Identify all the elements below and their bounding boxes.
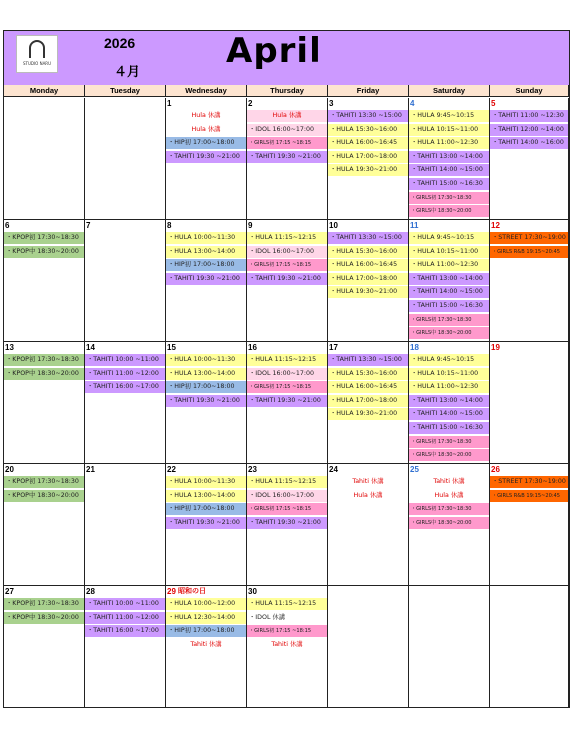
class-entry[interactable]: ・KPOP中 18:30~20:00 bbox=[4, 612, 84, 624]
class-entry[interactable]: ・TAHITI 19:30 ~21:00 bbox=[247, 273, 327, 285]
day-cell[interactable] bbox=[409, 586, 490, 708]
class-entry[interactable]: ・HIP初 17:00~18:00 bbox=[166, 503, 246, 515]
class-entry[interactable]: ・TAHITI 13:00 ~14:00 bbox=[409, 273, 489, 285]
day-number: 3 bbox=[329, 99, 334, 108]
day-cell[interactable] bbox=[247, 464, 328, 586]
day-number: 28 bbox=[86, 587, 95, 596]
class-entry[interactable]: ・TAHITI 14:00 ~15:00 bbox=[409, 164, 489, 176]
day-cell[interactable] bbox=[409, 98, 490, 220]
day-number: 4 bbox=[410, 99, 415, 108]
class-entry[interactable]: ・TAHITI 19:30 ~21:00 bbox=[247, 151, 327, 163]
class-entry[interactable]: ・TAHITI 11:00 ~12:00 bbox=[85, 612, 165, 624]
class-entry[interactable]: Tahiti 休講 bbox=[409, 476, 489, 488]
studio-logo bbox=[16, 35, 58, 73]
day-number: 29 bbox=[167, 587, 176, 596]
day-cell[interactable] bbox=[85, 464, 166, 586]
day-number: 13 bbox=[5, 343, 14, 352]
holiday-label: 昭和の日 bbox=[178, 587, 206, 595]
day-cell[interactable] bbox=[247, 98, 328, 220]
day-cell[interactable] bbox=[166, 342, 247, 464]
year-label: 2026 bbox=[104, 35, 136, 51]
class-entry[interactable]: ・GIRLS初 17:15 ~18:15 bbox=[247, 259, 327, 271]
day-cell[interactable] bbox=[4, 98, 85, 220]
class-entry[interactable]: ・GIRLS初 17:15 ~18:15 bbox=[247, 503, 327, 515]
day-number: 10 bbox=[329, 221, 338, 230]
class-entry[interactable]: ・IDOL 16:00~17:00 bbox=[247, 368, 327, 380]
logo-text: STUDIO NARU bbox=[22, 61, 52, 66]
class-entry[interactable]: ・HULA 10:15~11:00 bbox=[409, 246, 489, 258]
class-entry[interactable]: ・HULA 9:45~10:15 bbox=[409, 110, 489, 122]
class-entry[interactable]: ・KPOP初 17:30~18:30 bbox=[4, 476, 84, 488]
class-entry[interactable]: ・HULA 13:00~14:00 bbox=[166, 490, 246, 502]
class-entry[interactable]: ・GIRLS初 17:15 ~18:15 bbox=[247, 137, 327, 149]
day-cell[interactable] bbox=[85, 220, 166, 342]
day-number: 16 bbox=[248, 343, 257, 352]
class-entry[interactable]: ・GIRLS中 18:30~20:00 bbox=[409, 517, 489, 529]
day-cell[interactable] bbox=[85, 98, 166, 220]
class-entry[interactable]: ・HULA 16:00~16:45 bbox=[328, 259, 408, 271]
class-entry[interactable]: ・HIP初 17:00~18:00 bbox=[166, 625, 246, 637]
class-entry[interactable]: ・HIP初 17:00~18:00 bbox=[166, 381, 246, 393]
class-entry[interactable]: ・GIRLS初 17:30~18:30 bbox=[409, 314, 489, 326]
day-cell[interactable] bbox=[328, 98, 409, 220]
class-entry[interactable]: Tahiti 休講 bbox=[328, 476, 408, 488]
class-entry[interactable]: ・HULA 16:00~16:45 bbox=[328, 381, 408, 393]
class-entry[interactable]: ・HULA 10:00~11:30 bbox=[166, 232, 246, 244]
class-entry[interactable]: ・GIRLS初 17:30~18:30 bbox=[409, 436, 489, 448]
class-entry[interactable]: ・HULA 11:00~12:30 bbox=[409, 381, 489, 393]
day-number: 1 bbox=[167, 99, 172, 108]
class-entry[interactable]: ・KPOP初 17:30~18:30 bbox=[4, 232, 84, 244]
class-entry[interactable]: ・IDOL 16:00~17:00 bbox=[247, 124, 327, 136]
class-entry[interactable]: ・HULA 17:00~18:00 bbox=[328, 395, 408, 407]
weekday-header-row bbox=[4, 85, 569, 97]
day-cell[interactable] bbox=[166, 98, 247, 220]
class-entry[interactable]: ・TAHITI 13:30 ~15:00 bbox=[328, 232, 408, 244]
class-entry[interactable]: ・GIRLS中 18:30~20:00 bbox=[409, 327, 489, 339]
class-entry[interactable]: ・KPOP中 18:30~20:00 bbox=[4, 368, 84, 380]
day-number: 2 bbox=[248, 99, 253, 108]
class-entry[interactable]: ・HULA 9:45~10:15 bbox=[409, 354, 489, 366]
day-number: 21 bbox=[86, 465, 95, 474]
day-cell[interactable] bbox=[490, 220, 569, 342]
day-cell[interactable] bbox=[247, 220, 328, 342]
class-entry[interactable]: ・HULA 17:00~18:00 bbox=[328, 151, 408, 163]
day-cell[interactable] bbox=[490, 98, 569, 220]
class-entry[interactable]: ・IDOL 休講 bbox=[247, 612, 327, 624]
day-number: 12 bbox=[491, 221, 500, 230]
class-entry[interactable]: ・HULA 10:15~11:00 bbox=[409, 368, 489, 380]
day-cell[interactable] bbox=[409, 220, 490, 342]
class-entry[interactable]: ・HULA 13:00~14:00 bbox=[166, 368, 246, 380]
weekday-sunday: Sunday bbox=[490, 85, 569, 97]
day-number: 25 bbox=[410, 465, 419, 474]
class-entry[interactable]: ・TAHITI 19:30 ~21:00 bbox=[166, 517, 246, 529]
day-cell[interactable] bbox=[4, 342, 85, 464]
day-cell[interactable] bbox=[85, 342, 166, 464]
class-entry[interactable]: ・TAHITI 16:00 ~17:00 bbox=[85, 381, 165, 393]
class-entry[interactable]: ・TAHITI 19:30 ~21:00 bbox=[166, 395, 246, 407]
class-entry[interactable]: ・GIRLS初 17:15 ~18:15 bbox=[247, 625, 327, 637]
month-jp-label: ４月 bbox=[114, 65, 141, 80]
class-entry[interactable]: Hula 休講 bbox=[247, 110, 327, 122]
day-cell[interactable] bbox=[490, 342, 569, 464]
class-entry[interactable]: ・TAHITI 11:00 ~12:30 bbox=[490, 110, 568, 122]
class-entry[interactable]: Hula 休講 bbox=[166, 124, 246, 136]
class-entry[interactable]: ・TAHITI 16:00 ~17:00 bbox=[85, 625, 165, 637]
class-entry[interactable]: ・TAHITI 19:30 ~21:00 bbox=[166, 151, 246, 163]
class-entry[interactable]: ・HULA 13:00~14:00 bbox=[166, 246, 246, 258]
class-entry[interactable]: ・HULA 16:00~16:45 bbox=[328, 137, 408, 149]
class-entry[interactable]: ・TAHITI 15:00 ~16:30 bbox=[409, 300, 489, 312]
day-number: 22 bbox=[167, 465, 176, 474]
class-entry[interactable]: ・IDOL 16:00~17:00 bbox=[247, 490, 327, 502]
class-entry[interactable]: ・HULA 19:30~21:00 bbox=[328, 286, 408, 298]
class-entry[interactable]: ・TAHITI 19:30 ~21:00 bbox=[166, 273, 246, 285]
class-entry[interactable]: ・HULA 11:15~12:15 bbox=[247, 232, 327, 244]
class-entry[interactable]: ・KPOP中 18:30~20:00 bbox=[4, 246, 84, 258]
day-cell[interactable] bbox=[4, 464, 85, 586]
class-entry[interactable]: ・HULA 19:30~21:00 bbox=[328, 408, 408, 420]
day-cell[interactable] bbox=[328, 586, 409, 708]
day-number: 23 bbox=[248, 465, 257, 474]
month-title: April bbox=[226, 31, 322, 71]
class-entry[interactable]: ・TAHITI 13:30 ~15:00 bbox=[328, 110, 408, 122]
class-entry[interactable]: ・TAHITI 10:00 ~11:00 bbox=[85, 598, 165, 610]
class-entry[interactable]: ・GIRLS中 18:30~20:00 bbox=[409, 205, 489, 217]
class-entry[interactable]: ・TAHITI 14:00 ~16:00 bbox=[490, 137, 568, 149]
day-number: 5 bbox=[491, 99, 496, 108]
day-number: 14 bbox=[86, 343, 95, 352]
day-cell[interactable] bbox=[409, 342, 490, 464]
class-entry[interactable]: ・HULA 9:45~10:15 bbox=[409, 232, 489, 244]
day-number: 24 bbox=[329, 465, 338, 474]
day-number: 20 bbox=[5, 465, 14, 474]
class-entry[interactable]: ・TAHITI 10:00 ~11:00 bbox=[85, 354, 165, 366]
day-number: 11 bbox=[410, 221, 419, 230]
class-entry[interactable]: Tahiti 休講 bbox=[166, 639, 246, 651]
class-entry[interactable]: ・IDOL 16:00~17:00 bbox=[247, 246, 327, 258]
day-number: 8 bbox=[167, 221, 172, 230]
class-entry[interactable]: ・KPOP中 18:30~20:00 bbox=[4, 490, 84, 502]
class-entry[interactable]: ・HULA 12:30~14:00 bbox=[166, 612, 246, 624]
day-cell[interactable] bbox=[490, 464, 569, 586]
class-entry[interactable]: ・GIRLS初 17:30~18:30 bbox=[409, 192, 489, 204]
class-entry[interactable]: ・HIP初 17:00~18:00 bbox=[166, 259, 246, 271]
day-number: 30 bbox=[248, 587, 257, 596]
day-cell[interactable] bbox=[4, 586, 85, 708]
day-number: 26 bbox=[491, 465, 500, 474]
class-entry[interactable]: ・STREET 17:30~19:00 bbox=[490, 476, 568, 488]
class-entry[interactable]: ・KPOP初 17:30~18:30 bbox=[4, 598, 84, 610]
class-entry[interactable]: ・HULA 19:30~21:00 bbox=[328, 164, 408, 176]
day-number: 18 bbox=[410, 343, 419, 352]
class-entry[interactable]: ・HULA 10:00~12:00 bbox=[166, 598, 246, 610]
weekday-monday: Monday bbox=[4, 85, 85, 97]
class-entry[interactable]: ・TAHITI 19:30 ~21:00 bbox=[247, 517, 327, 529]
class-entry[interactable]: ・TAHITI 13:00 ~14:00 bbox=[409, 151, 489, 163]
class-entry[interactable]: Tahiti 休講 bbox=[247, 639, 327, 651]
weekday-thursday: Thursday bbox=[247, 85, 328, 97]
day-number: 9 bbox=[248, 221, 253, 230]
day-cell[interactable] bbox=[166, 464, 247, 586]
day-number: 6 bbox=[5, 221, 10, 230]
class-entry[interactable]: ・TAHITI 15:00 ~16:30 bbox=[409, 422, 489, 434]
day-cell[interactable] bbox=[328, 464, 409, 586]
class-entry[interactable]: ・TAHITI 11:00 ~12:00 bbox=[85, 368, 165, 380]
class-entry[interactable]: ・GIRLS R&B 19:15~20:45 bbox=[490, 246, 568, 258]
class-entry[interactable]: ・GIRLS R&B 19:15~20:45 bbox=[490, 490, 568, 502]
day-number: 15 bbox=[167, 343, 176, 352]
calendar-header bbox=[4, 31, 569, 86]
class-entry[interactable]: ・TAHITI 14:00 ~15:00 bbox=[409, 286, 489, 298]
day-number: 17 bbox=[329, 343, 338, 352]
calendar-sheet bbox=[3, 30, 570, 708]
class-entry[interactable]: Hula 休講 bbox=[166, 110, 246, 122]
class-entry[interactable]: ・HULA 10:00~11:30 bbox=[166, 476, 246, 488]
day-cell[interactable] bbox=[166, 586, 247, 708]
day-cell[interactable] bbox=[4, 220, 85, 342]
weekday-friday: Friday bbox=[328, 85, 409, 97]
class-entry[interactable]: ・GIRLS中 18:30~20:00 bbox=[409, 449, 489, 461]
class-entry[interactable]: ・HULA 11:15~12:15 bbox=[247, 598, 327, 610]
class-entry[interactable]: Hula 休講 bbox=[328, 490, 408, 502]
class-entry[interactable]: ・TAHITI 13:30 ~15:00 bbox=[328, 354, 408, 366]
class-entry[interactable]: ・HULA 11:15~12:15 bbox=[247, 354, 327, 366]
class-entry[interactable]: ・HULA 11:15~12:15 bbox=[247, 476, 327, 488]
day-number: 7 bbox=[86, 221, 91, 230]
class-entry[interactable]: ・HULA 10:00~11:30 bbox=[166, 354, 246, 366]
class-entry[interactable]: ・KPOP初 17:30~18:30 bbox=[4, 354, 84, 366]
class-entry[interactable]: ・HULA 11:00~12:30 bbox=[409, 137, 489, 149]
class-entry[interactable]: ・HULA 10:15~11:00 bbox=[409, 124, 489, 136]
class-entry[interactable]: ・TAHITI 15:00 ~16:30 bbox=[409, 178, 489, 190]
weekday-tuesday: Tuesday bbox=[85, 85, 166, 97]
class-entry[interactable]: ・TAHITI 13:00 ~14:00 bbox=[409, 395, 489, 407]
weekday-saturday: Saturday bbox=[409, 85, 490, 97]
class-entry[interactable]: ・HULA 11:00~12:30 bbox=[409, 259, 489, 271]
class-entry[interactable]: ・GIRLS初 17:30~18:30 bbox=[409, 503, 489, 515]
day-cell[interactable] bbox=[328, 220, 409, 342]
day-cell[interactable] bbox=[409, 464, 490, 586]
class-entry[interactable]: ・TAHITI 12:00 ~14:00 bbox=[490, 124, 568, 136]
day-number: 27 bbox=[5, 587, 14, 596]
day-cell[interactable] bbox=[247, 586, 328, 708]
class-entry[interactable]: Hula 休講 bbox=[409, 490, 489, 502]
day-cell[interactable] bbox=[85, 586, 166, 708]
class-entry[interactable]: ・TAHITI 14:00 ~15:00 bbox=[409, 408, 489, 420]
class-entry[interactable]: ・GIRLS初 17:15 ~18:15 bbox=[247, 381, 327, 393]
day-cell[interactable] bbox=[328, 342, 409, 464]
class-entry[interactable]: ・STREET 17:30~19:00 bbox=[490, 232, 568, 244]
class-entry[interactable]: ・HULA 17:00~18:00 bbox=[328, 273, 408, 285]
day-number: 19 bbox=[491, 343, 500, 352]
day-cell[interactable] bbox=[247, 342, 328, 464]
day-cell[interactable] bbox=[490, 586, 569, 708]
class-entry[interactable]: ・HULA 15:30~16:00 bbox=[328, 368, 408, 380]
class-entry[interactable]: ・HULA 15:30~16:00 bbox=[328, 124, 408, 136]
class-entry[interactable]: ・HIP初 17:00~18:00 bbox=[166, 137, 246, 149]
weekday-wednesday: Wednesday bbox=[166, 85, 247, 97]
day-cell[interactable] bbox=[166, 220, 247, 342]
class-entry[interactable]: ・TAHITI 19:30 ~21:00 bbox=[247, 395, 327, 407]
logo-mark-icon bbox=[29, 40, 45, 58]
class-entry[interactable]: ・HULA 15:30~16:00 bbox=[328, 246, 408, 258]
